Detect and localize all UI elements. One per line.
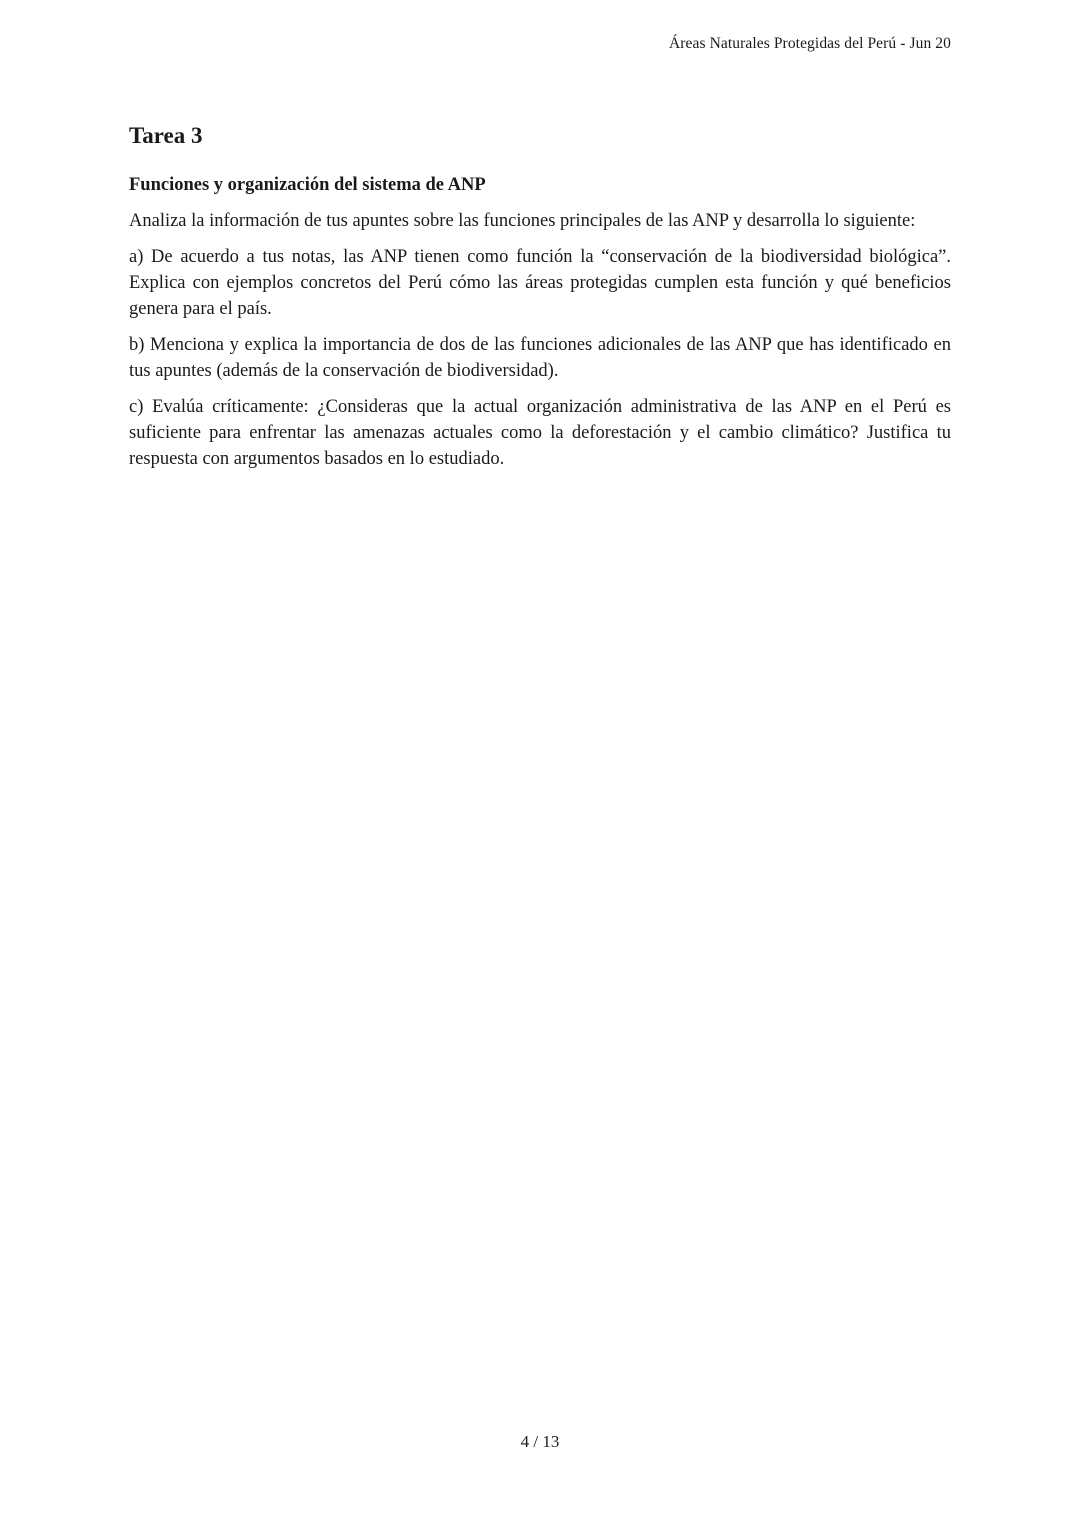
page-number: 4 / 13	[520, 1432, 560, 1451]
question-c: c) Evalúa críticamente: ¿Consideras que la actual organización administrativa de las ANP en el Perú es suficiente para enfrentar las amenazas actuales como la deforestación y el cambio climático? Justifica tu respuesta con argumentos basados en lo estudiado.	[129, 397, 951, 469]
running-header: Áreas Naturales Protegidas del Perú - Jun 20	[668, 35, 951, 52]
task-title: Tarea 3	[129, 123, 203, 148]
document-body	[129, 120, 951, 472]
question-b: b) Menciona y explica la importancia de dos de las funciones adicionales de las ANP que has identificado en tus apuntes (además de la conservación de biodiversidad).	[129, 335, 951, 381]
question-a: a) De acuerdo a tus notas, las ANP tienen como función la “conservación de la biodiversidad biológica”. Explica con ejemplos concretos del Perú cómo las áreas protegidas cumplen esta función y qué beneficios genera para el país.	[129, 247, 951, 319]
intro-paragraph: Analiza la información de tus apuntes sobre las funciones principales de las ANP y desarrolla lo siguiente:	[129, 211, 916, 231]
section-title: Funciones y organización del sistema de ANP	[129, 175, 486, 195]
